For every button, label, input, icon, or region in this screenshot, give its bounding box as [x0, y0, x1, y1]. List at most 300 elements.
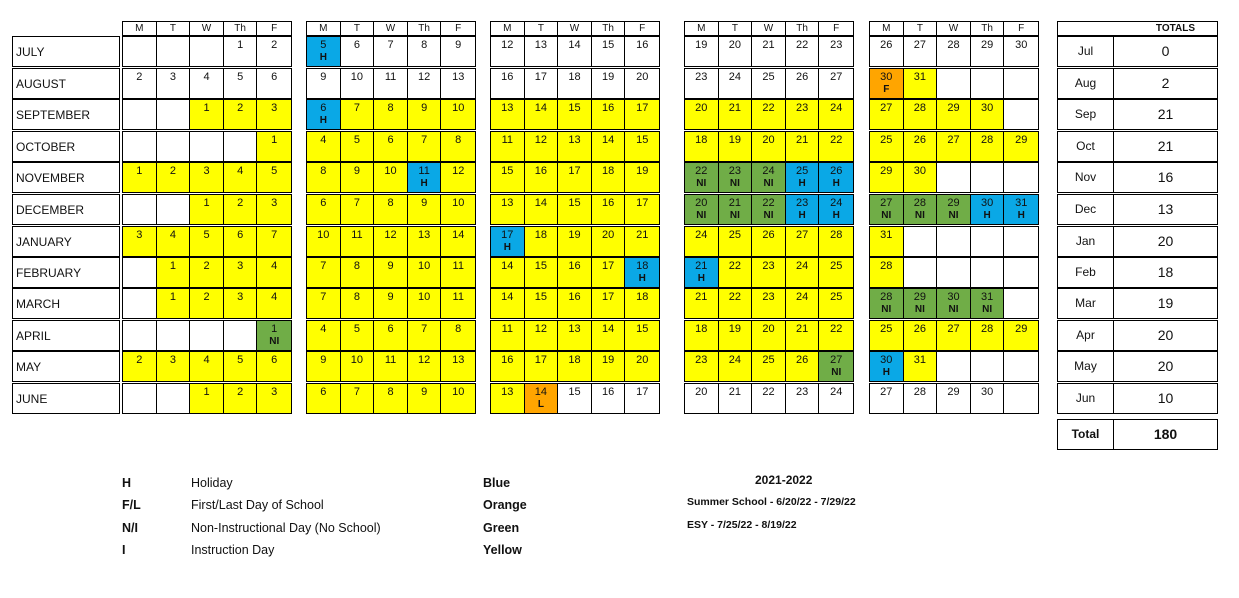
day-number: 22 — [762, 386, 775, 398]
weekday-header: M — [685, 22, 719, 35]
day-number: 11 — [384, 71, 397, 83]
day-cell — [625, 227, 659, 256]
day-cell — [558, 384, 592, 413]
day-cell — [123, 352, 157, 381]
esy-dates: ESY - 7/25/22 - 8/19/22 — [687, 519, 797, 531]
day-cell — [157, 289, 191, 318]
totals-month: Aug — [1058, 69, 1114, 98]
day-cell — [592, 227, 626, 256]
day-cell — [224, 195, 258, 224]
day-number: 2 — [203, 291, 210, 303]
day-number: 4 — [203, 354, 210, 366]
day-cell — [257, 100, 291, 129]
day-number: 4 — [271, 291, 278, 303]
day-number: 18 — [695, 323, 708, 335]
day-cell — [937, 321, 971, 350]
week-block — [122, 194, 292, 225]
day-number: 24 — [728, 71, 742, 83]
day-cell — [123, 37, 157, 66]
day-cell — [558, 69, 592, 98]
month-name: MARCH — [12, 288, 120, 319]
day-cell — [224, 69, 258, 98]
weekday-header: Th — [786, 22, 820, 35]
day-number: 24 — [796, 260, 809, 272]
day-number: 8 — [455, 134, 462, 146]
day-code: NI — [696, 210, 707, 221]
week-block — [306, 383, 476, 414]
week-block — [490, 99, 660, 130]
totals-value: 19 — [1157, 295, 1174, 311]
day-number: 14 — [534, 386, 548, 398]
day-number: 8 — [387, 102, 394, 114]
day-cell — [408, 195, 442, 224]
day-cell — [937, 195, 971, 224]
day-code: NI — [729, 178, 740, 189]
day-cell — [558, 163, 592, 192]
day-number: 10 — [452, 386, 465, 398]
day-cell — [786, 258, 820, 287]
day-cell — [685, 37, 719, 66]
day-number: 12 — [534, 323, 548, 335]
day-number: 25 — [796, 165, 809, 177]
day-number: 20 — [602, 229, 615, 241]
week-block — [306, 194, 476, 225]
totals-value: 2 — [1161, 75, 1170, 91]
totals-value: 20 — [1157, 358, 1174, 374]
day-number: 27 — [796, 229, 809, 241]
day-code: NI — [269, 336, 280, 347]
day-number: 12 — [452, 165, 465, 177]
day-number: 18 — [636, 260, 649, 272]
weekday-header: T — [341, 22, 375, 35]
day-number: 22 — [728, 260, 742, 272]
day-number: 20 — [695, 102, 708, 114]
day-cell — [408, 258, 442, 287]
week-block — [306, 68, 476, 99]
day-cell — [870, 352, 904, 381]
day-cell — [786, 352, 820, 381]
day-cell — [719, 258, 753, 287]
week-block — [869, 320, 1039, 351]
weekday-header: W — [190, 22, 224, 35]
day-cell — [441, 227, 475, 256]
day-cell — [1004, 258, 1038, 287]
day-number: 13 — [501, 386, 514, 398]
day-number: 3 — [136, 229, 143, 241]
day-cell — [558, 195, 592, 224]
day-cell — [1004, 163, 1038, 192]
day-cell — [441, 289, 475, 318]
day-number: 7 — [353, 197, 360, 209]
day-number: 20 — [762, 323, 775, 335]
day-number: 21 — [728, 197, 742, 209]
day-number: 12 — [501, 39, 514, 51]
week-block — [490, 257, 660, 288]
weekday-header: Th — [971, 22, 1005, 35]
week-block — [684, 257, 854, 288]
day-cell — [307, 132, 341, 161]
day-cell — [257, 289, 291, 318]
totals-row — [1057, 351, 1218, 382]
day-number: 4 — [237, 165, 244, 177]
day-number: 8 — [455, 323, 462, 335]
day-code: NI — [914, 210, 925, 221]
day-number: 1 — [203, 386, 210, 398]
day-number: 15 — [534, 260, 548, 272]
day-cell — [786, 69, 820, 98]
day-number: 29 — [880, 165, 893, 177]
week-block — [684, 320, 854, 351]
day-number: 13 — [452, 71, 465, 83]
day-cell — [257, 258, 291, 287]
totals-value: 0 — [1161, 43, 1170, 59]
day-cell — [819, 321, 853, 350]
day-cell — [971, 163, 1005, 192]
day-cell — [441, 321, 475, 350]
totals-value: 13 — [1157, 201, 1174, 217]
day-number: 30 — [913, 165, 927, 177]
day-cell — [408, 100, 442, 129]
day-cell — [257, 163, 291, 192]
day-cell — [904, 100, 938, 129]
day-cell — [592, 352, 626, 381]
day-cell — [224, 100, 258, 129]
day-cell — [491, 258, 525, 287]
day-cell — [190, 352, 224, 381]
day-number: 31 — [981, 291, 994, 303]
weekday-header: W — [752, 22, 786, 35]
month-name: JANUARY — [12, 226, 120, 257]
totals-month: Nov — [1058, 163, 1114, 192]
day-number: 17 — [534, 71, 548, 83]
day-cell — [190, 69, 224, 98]
day-cell — [224, 37, 258, 66]
day-cell — [819, 100, 853, 129]
day-number: 27 — [830, 354, 843, 366]
day-cell — [625, 132, 659, 161]
totals-row — [1057, 99, 1218, 130]
day-number: 28 — [981, 134, 994, 146]
day-number: 21 — [796, 134, 809, 146]
day-number: 15 — [568, 102, 581, 114]
day-number: 23 — [762, 260, 775, 272]
weekday-header: Th — [224, 22, 258, 35]
day-cell — [592, 321, 626, 350]
day-cell — [341, 69, 375, 98]
day-number: 20 — [695, 386, 708, 398]
totals-row — [1057, 131, 1218, 162]
day-cell — [341, 100, 375, 129]
day-cell — [525, 258, 559, 287]
day-cell — [752, 289, 786, 318]
day-cell — [190, 289, 224, 318]
day-number: 9 — [421, 386, 428, 398]
day-number: 10 — [418, 291, 431, 303]
day-cell — [374, 321, 408, 350]
weekday-header: F — [271, 23, 278, 34]
day-cell — [819, 289, 853, 318]
day-cell — [558, 37, 592, 66]
week-block — [869, 351, 1039, 382]
month-name: SEPTEMBER — [12, 99, 120, 130]
day-cell — [870, 258, 904, 287]
day-number: 11 — [501, 134, 514, 146]
day-cell — [441, 132, 475, 161]
day-number: 3 — [169, 354, 176, 366]
day-cell — [441, 258, 475, 287]
day-cell — [937, 100, 971, 129]
day-number: 26 — [796, 354, 809, 366]
day-cell — [123, 227, 157, 256]
week-block — [490, 383, 660, 414]
day-cell — [625, 289, 659, 318]
day-number: 30 — [981, 386, 994, 398]
day-cell — [307, 195, 341, 224]
day-number: 2 — [237, 102, 244, 114]
day-number: 27 — [947, 134, 960, 146]
weekday-header: T — [157, 22, 191, 35]
weekday-header: W — [937, 22, 971, 35]
day-cell — [752, 163, 786, 192]
day-number: 11 — [384, 354, 397, 366]
day-number: 9 — [353, 165, 360, 177]
total-value: 180 — [1153, 426, 1178, 442]
day-number: 20 — [762, 134, 775, 146]
day-number: 4 — [320, 134, 327, 146]
day-cell — [870, 321, 904, 350]
legend-code: I — [122, 543, 126, 557]
day-cell — [625, 352, 659, 381]
day-number: 21 — [728, 102, 742, 114]
day-cell — [341, 37, 375, 66]
day-cell — [374, 132, 408, 161]
month-name: JULY — [12, 36, 120, 67]
day-cell — [819, 352, 853, 381]
day-number: 26 — [830, 165, 843, 177]
day-code: H — [798, 210, 806, 221]
day-number: 26 — [913, 323, 927, 335]
week-block — [869, 257, 1039, 288]
totals-value: 21 — [1157, 106, 1174, 122]
day-cell — [685, 132, 719, 161]
day-number: 6 — [387, 134, 394, 146]
day-code: H — [983, 210, 991, 221]
day-cell — [1004, 384, 1038, 413]
day-cell — [1004, 227, 1038, 256]
day-number: 19 — [602, 354, 615, 366]
week-block — [684, 131, 854, 162]
day-code: H — [832, 178, 840, 189]
day-cell — [123, 384, 157, 413]
day-number: 1 — [271, 134, 278, 146]
totals-row — [1057, 194, 1218, 225]
day-cell — [719, 69, 753, 98]
day-cell — [625, 100, 659, 129]
day-number: 24 — [762, 165, 775, 177]
totals-month: Jul — [1058, 37, 1114, 66]
week-block — [306, 257, 476, 288]
day-number: 4 — [320, 323, 327, 335]
week-block — [122, 257, 292, 288]
month-name: DECEMBER — [12, 194, 120, 225]
week-block — [490, 351, 660, 382]
day-number: 25 — [830, 260, 843, 272]
day-number: 24 — [728, 354, 742, 366]
day-number: 5 — [203, 229, 210, 241]
week-block — [306, 36, 476, 67]
day-number: 6 — [320, 197, 327, 209]
day-cell — [819, 227, 853, 256]
day-code: NI — [948, 210, 959, 221]
day-number: 8 — [387, 386, 394, 398]
day-code: NI — [948, 304, 959, 315]
day-cell — [157, 195, 191, 224]
day-number: 3 — [271, 197, 278, 209]
day-code: NI — [763, 178, 774, 189]
day-cell — [157, 69, 191, 98]
day-number: 2 — [237, 197, 244, 209]
day-number: 14 — [602, 134, 615, 146]
day-number: 10 — [418, 260, 431, 272]
totals-row — [1057, 162, 1218, 193]
day-cell — [1004, 289, 1038, 318]
day-number: 21 — [728, 386, 742, 398]
day-number: 10 — [317, 229, 330, 241]
day-cell — [685, 321, 719, 350]
day-cell — [904, 195, 938, 224]
day-cell — [190, 384, 224, 413]
day-number: 7 — [387, 39, 394, 51]
day-cell — [937, 163, 971, 192]
day-cell — [525, 37, 559, 66]
day-number: 15 — [602, 39, 615, 51]
day-cell — [157, 321, 191, 350]
day-number: 18 — [695, 134, 708, 146]
day-cell — [408, 69, 442, 98]
day-cell — [491, 163, 525, 192]
weekday-header: F — [1018, 23, 1025, 34]
day-number: 4 — [203, 71, 210, 83]
day-number: 5 — [353, 134, 360, 146]
day-number: 24 — [695, 229, 708, 241]
day-cell — [525, 384, 559, 413]
totals-value: 16 — [1157, 169, 1174, 185]
day-number: 17 — [602, 291, 615, 303]
day-cell — [870, 100, 904, 129]
day-cell — [374, 100, 408, 129]
day-cell — [525, 69, 559, 98]
day-number: 10 — [452, 197, 465, 209]
day-cell — [307, 227, 341, 256]
day-cell — [408, 289, 442, 318]
weekday-header-week-5 — [869, 21, 1039, 36]
day-number: 17 — [534, 354, 548, 366]
day-cell — [719, 289, 753, 318]
day-cell — [307, 384, 341, 413]
day-cell — [685, 352, 719, 381]
day-number: 13 — [418, 229, 431, 241]
day-cell — [937, 289, 971, 318]
day-number: 3 — [203, 165, 210, 177]
day-cell — [525, 163, 559, 192]
week-block — [684, 36, 854, 67]
day-code: NI — [982, 304, 993, 315]
day-number: 6 — [271, 71, 278, 83]
day-number: 19 — [728, 134, 742, 146]
day-number: 16 — [501, 354, 514, 366]
day-cell — [341, 384, 375, 413]
totals-value: 20 — [1157, 233, 1174, 249]
day-cell — [525, 321, 559, 350]
day-number: 26 — [880, 39, 893, 51]
day-number: 6 — [320, 386, 327, 398]
day-number: 9 — [320, 354, 327, 366]
day-code: H — [697, 273, 705, 284]
day-number: 19 — [636, 165, 649, 177]
day-cell — [719, 132, 753, 161]
day-number: 21 — [695, 291, 708, 303]
day-number: 1 — [203, 197, 210, 209]
day-number: 20 — [695, 197, 708, 209]
weekday-header-week-2 — [306, 21, 476, 36]
day-cell — [971, 195, 1005, 224]
day-code: NI — [763, 210, 774, 221]
day-cell — [341, 195, 375, 224]
day-number: 25 — [762, 71, 775, 83]
day-cell — [525, 227, 559, 256]
weekday-header: M — [491, 22, 525, 35]
month-name: APRIL — [12, 320, 120, 351]
day-number: 31 — [913, 354, 927, 366]
day-cell — [625, 163, 659, 192]
day-cell — [971, 384, 1005, 413]
day-number: 15 — [636, 134, 649, 146]
day-number: 6 — [271, 354, 278, 366]
day-number: 16 — [568, 260, 581, 272]
week-block — [306, 226, 476, 257]
weekday-header: T — [525, 22, 559, 35]
day-cell — [374, 289, 408, 318]
day-number: 9 — [387, 260, 394, 272]
day-cell — [374, 37, 408, 66]
week-block — [122, 68, 292, 99]
day-number: 7 — [353, 386, 360, 398]
weekday-header: W — [374, 22, 408, 35]
day-cell — [408, 352, 442, 381]
day-number: 21 — [695, 260, 708, 272]
day-number: 28 — [830, 229, 843, 241]
day-cell — [592, 289, 626, 318]
day-cell — [937, 69, 971, 98]
day-cell — [408, 132, 442, 161]
day-cell — [904, 258, 938, 287]
day-cell — [819, 384, 853, 413]
day-cell — [491, 227, 525, 256]
legend-color-name: Blue — [483, 476, 511, 490]
day-cell — [157, 163, 191, 192]
month-name: AUGUST — [12, 68, 120, 99]
day-number: 26 — [762, 229, 775, 241]
day-number: 31 — [1015, 197, 1028, 209]
day-cell — [224, 321, 258, 350]
day-number: 23 — [728, 165, 742, 177]
day-number: 2 — [136, 71, 143, 83]
legend-code: N/I — [122, 521, 138, 535]
day-number: 12 — [418, 354, 431, 366]
day-cell — [870, 289, 904, 318]
day-number: 7 — [320, 291, 327, 303]
day-number: 2 — [136, 354, 143, 366]
